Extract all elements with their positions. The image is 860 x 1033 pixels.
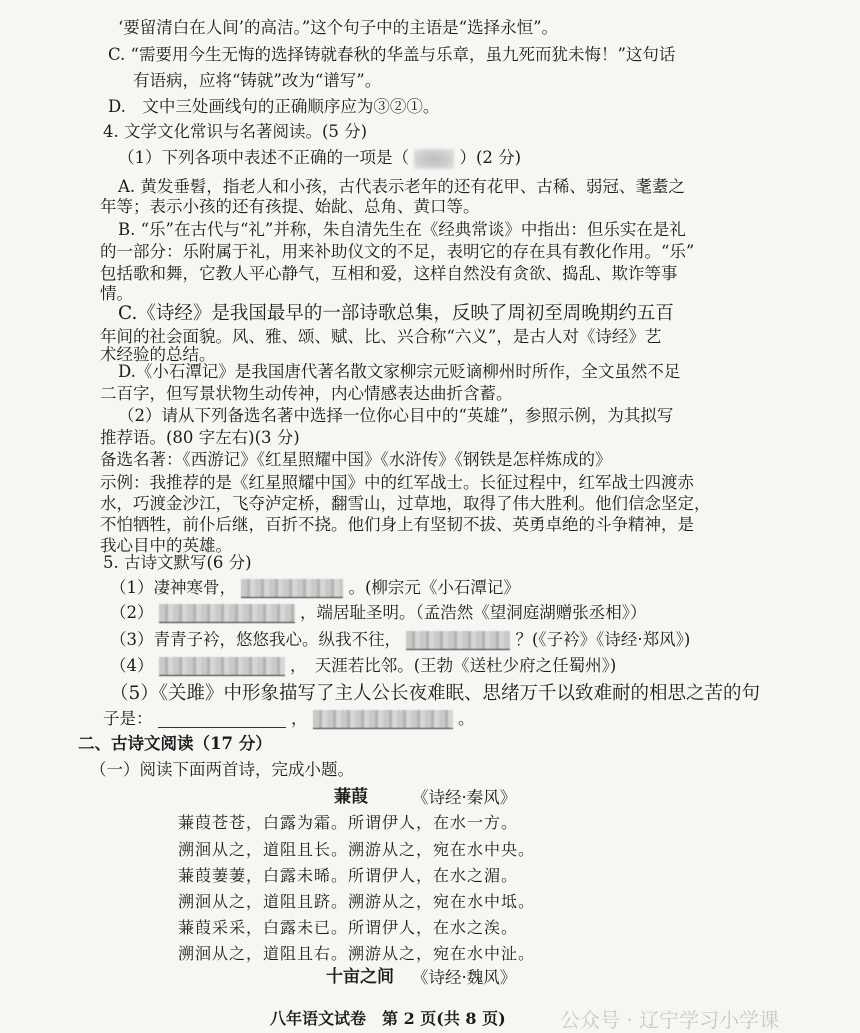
- recitation-item: （5）《关雎》中形象描写了主人公长夜难眠、思绪万千以致难耐的相思之苦的句: [110, 683, 761, 704]
- text-line: 情。: [100, 284, 133, 303]
- page-footer: 八年语文试卷 第 2 页(共 8 页): [270, 1009, 506, 1028]
- recitation-text: 子是：: [103, 709, 153, 728]
- question-score: ）(2 分): [459, 148, 522, 167]
- text-line: 推荐语。(80 字左右)(3 分): [100, 428, 300, 447]
- recitation-number: （2）: [110, 603, 154, 622]
- text-line: 的一部分：乐附属于礼，用来补助仪文的不足，表明它的存在具有教化作用。“乐”: [100, 242, 695, 261]
- recitation-source: ？(《子衿》《诗经·郑风》): [515, 630, 691, 649]
- poem-verse: 溯洄从之，道阻且右。溯游从之，宛在水中沚。: [178, 944, 536, 963]
- recitation-item: [103, 709, 475, 729]
- watermark: 公众号 · 辽宁学习小学课: [560, 1008, 780, 1032]
- option-d: D.《小石潭记》是我国唐代著名散文家柳宗元贬谪柳州时所作，全文虽然不足: [118, 362, 681, 381]
- section-instruction: （一）阅读下面两首诗，完成小题。: [90, 760, 354, 779]
- option-c: C. “需要用今生无悔的选择铸就春秋的华盖与乐章，虽九死而犹未悔！”这句话: [108, 45, 676, 64]
- example-text: 不怕牺牲，前仆后继，百折不挠。他们身上有坚韧不拔、英勇卓绝的斗争精神，是: [100, 515, 694, 534]
- answer-blank: [159, 604, 295, 623]
- poem-source: 《诗经·秦风》: [412, 788, 517, 807]
- text-line: 二百字，但写景状物生动传神，内心情感表达曲折含蓄。: [100, 384, 513, 403]
- separator: ，: [291, 709, 308, 728]
- separator: 。: [458, 709, 475, 728]
- text-line: 包括歌和舞，它教人平心静气，互相和爱，这样自然没有贪欲、捣乱、欺诈等事: [100, 264, 678, 283]
- text-line: ‘要留清白在人间’的高洁。”这个句子中的主语是“选择永恒”。: [118, 18, 559, 37]
- recitation-number: （4）: [110, 656, 154, 675]
- poem-title: 十亩之间: [326, 967, 394, 987]
- poem-verse: 蒹葭采采，白露未已。所谓伊人，在水之涘。: [178, 918, 519, 937]
- recitation-item: [110, 656, 616, 676]
- option-b: B. “乐”在古代与“礼”并称，朱自清先生在《经典常谈》中指出：但乐实在是礼: [118, 220, 686, 239]
- recitation-text: ， 天涯若比邻。(王勃《送杜少府之任蜀州》): [290, 656, 617, 675]
- option-c: C.《诗经》是我国最早的一部诗歌总集，反映了周初至周晚期约五百: [118, 303, 674, 324]
- example-text: 我心目中的英雄。: [100, 536, 232, 555]
- poem-verse: 溯洄从之，道阻且长。溯游从之，宛在水中央。: [178, 840, 536, 859]
- answer-blank: [406, 631, 510, 650]
- question-heading: 5. 古诗文默写(6 分): [103, 553, 252, 572]
- poem-verse: 蒹葭苍苍，白露为霜。所谓伊人，在水一方。: [178, 813, 519, 832]
- option-a: A. 黄发垂髫，指老人和小孩，古代表示老年的还有花甲、古稀、弱冠、耄耋之: [118, 177, 685, 196]
- poem-title: 蒹葭: [334, 787, 368, 807]
- question-heading: 4. 文学文化常识与名著阅读。(5 分): [103, 122, 368, 141]
- answer-blank: [414, 149, 454, 169]
- poem-source: 《诗经·魏风》: [412, 968, 517, 987]
- recitation-source: 。(柳宗元《小石潭记》: [348, 578, 520, 597]
- text-line: 年间的社会面貌。风、雅、颂、赋、比、兴合称“六义”，是古人对《诗经》艺: [100, 327, 662, 346]
- text-line: 术经验的总结。: [100, 345, 216, 364]
- recitation-item: [110, 603, 647, 623]
- recitation-item: [110, 578, 520, 598]
- sub-question: （2）请从下列备选名著中选择一位你心目中的“英雄”，参照示例，为其拟写: [118, 406, 674, 425]
- poem-verse: 溯洄从之，道阻且跻。溯游从之，宛在水中坻。: [178, 892, 536, 911]
- answer-blank: [158, 711, 286, 728]
- text-line: 有语病，应将“铸就”改为“谱写”。: [133, 71, 382, 90]
- example-text: 示例：我推荐的是《红星照耀中国》中的红军战士。长征过程中，红军战士四渡赤: [100, 473, 694, 492]
- recitation-item: [110, 630, 690, 650]
- book-options: 备选名著：《西游记》《红星照耀中国》《水浒传》《钢铁是怎样炼成的》: [100, 450, 612, 469]
- section-heading: 二、古诗文阅读（17 分）: [78, 734, 272, 753]
- sub-question: [118, 148, 521, 169]
- poem-verse: 蒹葭萋萋，白露未晞。所谓伊人，在水之湄。: [178, 866, 519, 885]
- recitation-text: （1）凄神寒骨，: [110, 578, 236, 597]
- text-line: 年等；表示小孩的还有孩提、始龀、总角、黄口等。: [100, 197, 480, 216]
- answer-blank: [313, 710, 453, 729]
- option-d: D. 文中三处画线句的正确顺序应为③②①。: [108, 97, 440, 116]
- answer-blank: [159, 657, 285, 676]
- question-text: （1）下列各项中表述不正确的一项是（: [118, 148, 409, 167]
- answer-blank: [241, 579, 343, 598]
- example-text: 水，巧渡金沙江，飞夺泸定桥，翻雪山，过草地，取得了伟大胜利。他们信念坚定，: [100, 494, 711, 513]
- recitation-text: （3）青青子衿，悠悠我心。纵我不往，: [110, 630, 401, 649]
- recitation-text: ，端居耻圣明。（孟浩然《望洞庭湖赠张丞相》）: [300, 603, 647, 622]
